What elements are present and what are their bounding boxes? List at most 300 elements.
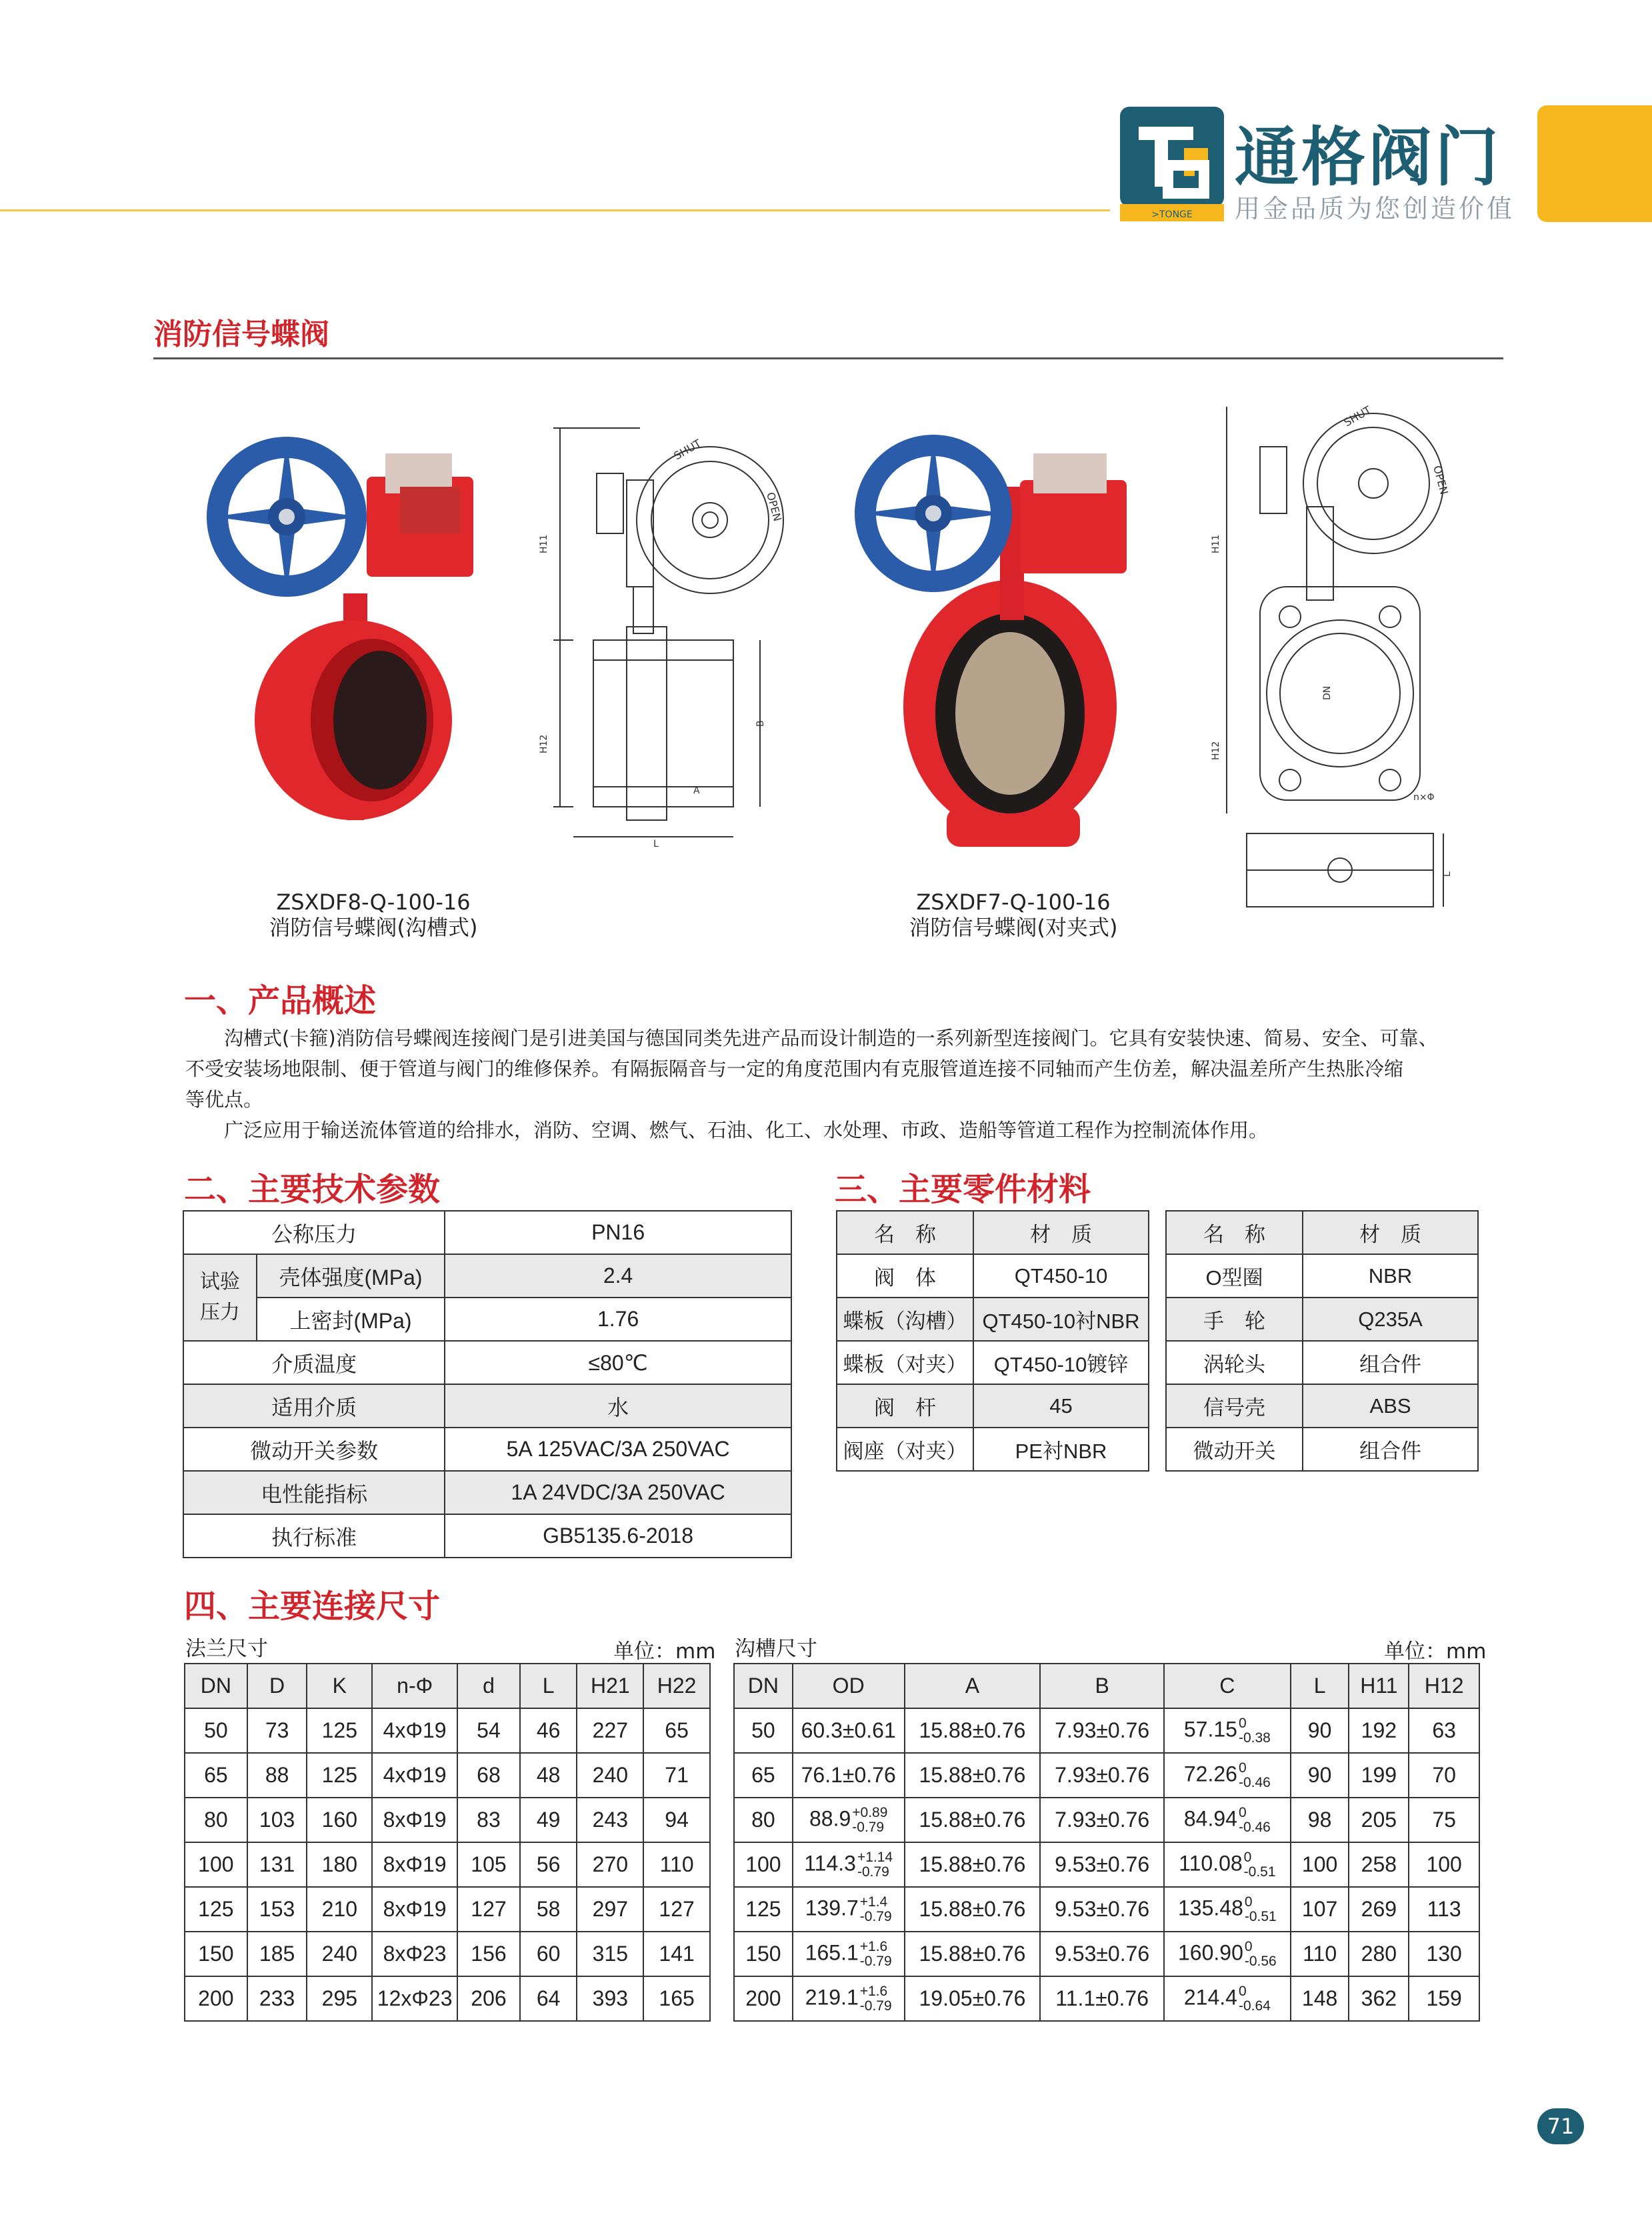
label-h12: H12 [539, 734, 549, 753]
param-label: 适用介质 [183, 1384, 445, 1428]
upper-tolerance: 0 [1238, 1760, 1247, 1776]
cell-c-tolerance [1239, 1716, 1271, 1746]
cell-l: 107 [1291, 1887, 1349, 1932]
product-2-name: 消防信号蝶阀(对夹式) [909, 915, 1118, 940]
table-cell: 54 [457, 1708, 520, 1753]
cell-c-tolerance [1239, 1984, 1271, 2014]
column-header: L [520, 1664, 577, 1708]
section-4-heading: 四、主要连接尺寸 [184, 1588, 441, 1625]
table-row [183, 1254, 791, 1298]
part-material: 45 [973, 1384, 1149, 1428]
overview-line-2: 不受安装场地限制、便于管道与阀门的维修保养。有隔振隔音与一定的角度范围内有克服管道连接不同轴而产生仿差，解决温差所产生热胀冷缩 [185, 1057, 1404, 1080]
page-title: 消防信号蝶阀 [153, 317, 329, 351]
cell-c-tolerance [1245, 1895, 1277, 1924]
materials-table-left [836, 1210, 1149, 1472]
table-row [185, 1708, 710, 1753]
param-value: PN16 [445, 1211, 791, 1254]
cell-od-tolerance [860, 1940, 892, 1969]
grooved-valve-photo [200, 400, 500, 867]
upper-tolerance: +0.89 [852, 1804, 888, 1820]
brand-name: 通格阀门 [1235, 120, 1501, 195]
column-header: d [457, 1664, 520, 1708]
part-material: QT450-10衬NBR [973, 1298, 1149, 1341]
page-number: 71 [1537, 2108, 1584, 2144]
cell-od-value: 60.3±0.61 [801, 1718, 896, 1742]
column-header: H22 [643, 1664, 710, 1708]
flange-label: 法兰尺寸 [185, 1637, 268, 1661]
label-h11-right: H11 [1211, 534, 1221, 553]
lower-tolerance: -0.46 [1238, 1819, 1271, 1835]
cell-b: 9.53±0.76 [1040, 1842, 1164, 1887]
part-material: QT450-10镀锌 [973, 1341, 1149, 1384]
table-cell: 243 [577, 1798, 643, 1842]
cell-c-tolerance [1239, 1806, 1271, 1835]
cell-od-tolerance [857, 1850, 893, 1880]
table-header-row [837, 1211, 1149, 1254]
table-cell: 94 [643, 1798, 710, 1842]
table-row [734, 1798, 1479, 1842]
cell-b: 11.1±0.76 [1040, 1976, 1164, 2021]
cell-h11: 362 [1349, 1976, 1409, 2021]
cell-od [793, 1708, 905, 1753]
table-cell: 8xΦ19 [372, 1887, 457, 1932]
table-cell: 185 [247, 1932, 307, 1976]
table-row [1166, 1298, 1478, 1341]
overview-line-4: 广泛应用于输送流体管道的给排水，消防、空调、燃气、石油、化工、水处理、市政、造船等管道工程作为控制流体作用。 [224, 1119, 1269, 1142]
cell-od [793, 1842, 905, 1887]
section-2-heading: 二、主要技术参数 [184, 1171, 441, 1208]
flange-dimension-table [184, 1663, 711, 2022]
wafer-valve-photo [853, 407, 1173, 860]
cell-l: 98 [1291, 1798, 1349, 1842]
param-label: 上密封(MPa) [257, 1298, 445, 1341]
table-row [837, 1298, 1149, 1341]
table-row [185, 1932, 710, 1976]
table-row [183, 1514, 791, 1558]
table-cell: 4xΦ19 [372, 1708, 457, 1753]
table-cell: 180 [307, 1842, 372, 1887]
table-cell: 200 [185, 1976, 247, 2021]
cell-h12: 159 [1409, 1976, 1479, 2021]
cell-dn: 65 [734, 1753, 793, 1798]
table-row [185, 1976, 710, 2021]
cell-l: 148 [1291, 1976, 1349, 2021]
cell-a: 19.05±0.76 [905, 1976, 1041, 2021]
cell-h11: 280 [1349, 1932, 1409, 1976]
upper-tolerance: 0 [1244, 1938, 1253, 1954]
table-cell: 206 [457, 1976, 520, 2021]
column-header: L [1291, 1664, 1349, 1708]
title-rule [153, 357, 1503, 359]
product-1-model: ZSXDF8-Q-100-16 [276, 889, 471, 915]
col-header-material: 材 质 [973, 1211, 1149, 1254]
part-name: 蝶板（对夹） [837, 1341, 973, 1384]
cell-c [1164, 1708, 1291, 1753]
cell-l: 90 [1291, 1708, 1349, 1753]
overview-paragraph [185, 1023, 1492, 1146]
table-cell: 58 [520, 1887, 577, 1932]
cell-h12: 100 [1409, 1842, 1479, 1887]
table-cell: 50 [185, 1708, 247, 1753]
table-cell: 8xΦ19 [372, 1842, 457, 1887]
cell-od [793, 1932, 905, 1976]
label-h11: H11 [539, 534, 549, 553]
cell-dn: 50 [734, 1708, 793, 1753]
upper-tolerance: +1.6 [859, 1938, 888, 1954]
part-name: 信号壳 [1166, 1384, 1303, 1428]
table-row [837, 1384, 1149, 1428]
param-label: 介质温度 [183, 1341, 445, 1384]
table-cell: 8xΦ19 [372, 1798, 457, 1842]
table-row [734, 1932, 1479, 1976]
lower-tolerance: -0.46 [1238, 1774, 1271, 1790]
cell-dn: 200 [734, 1976, 793, 2021]
cell-h11: 192 [1349, 1708, 1409, 1753]
part-material: 组合件 [1303, 1428, 1478, 1471]
column-header: H21 [577, 1664, 643, 1708]
table-cell: 227 [577, 1708, 643, 1753]
cell-h12: 113 [1409, 1887, 1479, 1932]
part-name: 蝶板（沟槽） [837, 1298, 973, 1341]
cell-l: 110 [1291, 1932, 1349, 1976]
label-open-right: OPEN [1431, 464, 1451, 496]
label-a: A [693, 785, 700, 796]
table-cell: 56 [520, 1842, 577, 1887]
cell-h11: 269 [1349, 1887, 1409, 1932]
label-dn: DN [1322, 685, 1333, 700]
label-b: B [755, 720, 766, 727]
cell-c-value: 160.90 [1177, 1940, 1243, 1964]
cell-a: 15.88±0.76 [905, 1708, 1041, 1753]
cell-c-value: 72.26 [1183, 1761, 1237, 1786]
cell-c-tolerance [1244, 1850, 1276, 1880]
lower-tolerance: -0.38 [1238, 1730, 1271, 1746]
label-h12-right: H12 [1211, 741, 1221, 760]
cell-dn: 100 [734, 1842, 793, 1887]
groove-dimension-table [733, 1663, 1480, 2022]
cell-od-tolerance [860, 1895, 892, 1924]
section-1-heading: 一、产品概述 [184, 982, 377, 1019]
table-row [185, 1842, 710, 1887]
table-row [1166, 1254, 1478, 1298]
lower-tolerance: -0.79 [857, 1864, 889, 1880]
cell-h11: 258 [1349, 1842, 1409, 1887]
upper-tolerance: 0 [1244, 1894, 1253, 1910]
logo-sub-text: >TONGE [1151, 209, 1193, 220]
table-cell: 160 [307, 1798, 372, 1842]
cell-c-value: 57.15 [1183, 1716, 1237, 1741]
product-1-caption [227, 889, 520, 940]
cell-c [1164, 1976, 1291, 2021]
table-row [1166, 1341, 1478, 1384]
table-cell: 233 [247, 1976, 307, 2021]
table-row [1166, 1384, 1478, 1428]
table-row [183, 1341, 791, 1384]
table-cell: 156 [457, 1932, 520, 1976]
table-row [185, 1887, 710, 1932]
table-cell: 73 [247, 1708, 307, 1753]
table-cell: 240 [307, 1932, 372, 1976]
table-cell: 315 [577, 1932, 643, 1976]
table-cell: 71 [643, 1753, 710, 1798]
cell-c [1164, 1842, 1291, 1887]
column-header: H12 [1409, 1664, 1479, 1708]
column-header: DN [734, 1664, 793, 1708]
table-row [183, 1298, 791, 1341]
table-cell: 393 [577, 1976, 643, 2021]
table-cell: 65 [185, 1753, 247, 1798]
table-cell: 103 [247, 1798, 307, 1842]
table-cell: 210 [307, 1887, 372, 1932]
table-row [734, 1842, 1479, 1887]
table-cell: 125 [307, 1753, 372, 1798]
cell-od-value: 139.7 [805, 1895, 859, 1920]
tech-param-table [183, 1210, 792, 1558]
cell-od-value: 165.1 [805, 1940, 859, 1964]
cell-c-value: 84.94 [1183, 1806, 1237, 1830]
cell-h12: 75 [1409, 1798, 1479, 1842]
param-value: GB5135.6-2018 [445, 1514, 791, 1558]
cell-od-tolerance [852, 1806, 887, 1835]
col-header-name: 名 称 [837, 1211, 973, 1254]
table-cell: 46 [520, 1708, 577, 1753]
table-cell: 60 [520, 1932, 577, 1976]
cell-od [793, 1798, 905, 1842]
cell-a: 15.88±0.76 [905, 1798, 1041, 1842]
table-cell: 125 [307, 1708, 372, 1753]
table-cell: 127 [643, 1887, 710, 1932]
cell-b: 7.93±0.76 [1040, 1753, 1164, 1798]
cell-od-value: 88.9 [809, 1806, 851, 1830]
column-header: A [905, 1664, 1041, 1708]
col-header-material: 材 质 [1303, 1211, 1478, 1254]
table-cell: 88 [247, 1753, 307, 1798]
part-name: 阀 体 [837, 1254, 973, 1298]
part-name: 阀座（对夹） [837, 1428, 973, 1471]
table-cell: 100 [185, 1842, 247, 1887]
table-cell: 80 [185, 1798, 247, 1842]
cell-c [1164, 1753, 1291, 1798]
overview-line-3: 等优点。 [185, 1088, 263, 1111]
cell-a: 15.88±0.76 [905, 1753, 1041, 1798]
cell-l: 90 [1291, 1753, 1349, 1798]
cell-b: 9.53±0.76 [1040, 1932, 1164, 1976]
table-header-row [734, 1664, 1479, 1708]
label-open: OPEN [764, 491, 784, 523]
table-cell: 68 [457, 1753, 520, 1798]
table-cell: 12xΦ23 [372, 1976, 457, 2021]
cell-b: 9.53±0.76 [1040, 1887, 1164, 1932]
table-row [185, 1753, 710, 1798]
lower-tolerance: -0.79 [852, 1819, 885, 1835]
lower-tolerance: -0.64 [1238, 1998, 1271, 2014]
column-header: C [1164, 1664, 1291, 1708]
param-label: 微动开关参数 [183, 1428, 445, 1471]
column-header: OD [793, 1664, 905, 1708]
cell-od-value: 76.1±0.76 [801, 1763, 896, 1787]
column-header: B [1040, 1664, 1164, 1708]
cell-od-value: 219.1 [805, 1984, 859, 2009]
label-l: L [653, 839, 659, 849]
cell-b: 7.93±0.76 [1040, 1798, 1164, 1842]
part-material: QT450-10 [973, 1254, 1149, 1298]
part-material: NBR [1303, 1254, 1478, 1298]
cell-od-tolerance [860, 1984, 892, 2014]
label-l-right: L [1442, 871, 1453, 877]
wafer-valve-drawing [1213, 400, 1467, 920]
table-row [185, 1798, 710, 1842]
cell-c-value: 110.08 [1179, 1850, 1243, 1875]
table-row [183, 1471, 791, 1514]
flange-unit: 单位：mm [613, 1640, 716, 1664]
part-material: ABS [1303, 1384, 1478, 1428]
upper-tolerance: 0 [1238, 1983, 1247, 1999]
table-cell: 64 [520, 1976, 577, 2021]
upper-tolerance: +1.4 [859, 1894, 888, 1910]
cell-c [1164, 1887, 1291, 1932]
cell-a: 15.88±0.76 [905, 1887, 1041, 1932]
upper-tolerance: +1.14 [857, 1849, 893, 1865]
product-2-model: ZSXDF7-Q-100-16 [916, 889, 1111, 915]
param-value: 2.4 [445, 1254, 791, 1298]
cell-h11: 199 [1349, 1753, 1409, 1798]
cell-od-value: 114.3 [804, 1850, 856, 1875]
table-row [734, 1753, 1479, 1798]
lower-tolerance: -0.79 [859, 1998, 892, 2014]
cell-b: 7.93±0.76 [1040, 1708, 1164, 1753]
grooved-valve-drawing [533, 420, 787, 847]
lower-tolerance: -0.56 [1244, 1953, 1277, 1969]
groove-unit: 单位：mm [1384, 1640, 1487, 1664]
param-value: 1.76 [445, 1298, 791, 1341]
table-row [734, 1887, 1479, 1932]
label-shut-right: SHUT [1341, 403, 1373, 429]
lower-tolerance: -0.51 [1244, 1908, 1277, 1924]
column-header: DN [185, 1664, 247, 1708]
cell-h12: 70 [1409, 1753, 1479, 1798]
cell-l: 100 [1291, 1842, 1349, 1887]
table-row [1166, 1428, 1478, 1471]
table-row [734, 1976, 1479, 2021]
lower-tolerance: -0.79 [859, 1953, 892, 1969]
materials-table-right [1165, 1210, 1479, 1472]
cell-dn: 80 [734, 1798, 793, 1842]
part-material: 组合件 [1303, 1341, 1478, 1384]
cell-c-tolerance [1239, 1761, 1271, 1790]
cell-c-value: 214.4 [1183, 1984, 1237, 2009]
cell-dn: 125 [734, 1887, 793, 1932]
table-cell: 270 [577, 1842, 643, 1887]
groove-label: 沟槽尺寸 [735, 1637, 817, 1661]
cell-c [1164, 1798, 1291, 1842]
cell-dn: 150 [734, 1932, 793, 1976]
cell-c-tolerance [1245, 1940, 1277, 1969]
column-header: K [307, 1664, 372, 1708]
table-header-row [185, 1664, 710, 1708]
table-cell: 131 [247, 1842, 307, 1887]
table-cell: 83 [457, 1798, 520, 1842]
table-row [837, 1341, 1149, 1384]
label-shut: SHUT [671, 437, 703, 463]
part-name: 阀 杆 [837, 1384, 973, 1428]
table-cell: 297 [577, 1887, 643, 1932]
param-group-label: 试验压力 [183, 1254, 257, 1341]
upper-tolerance: 0 [1238, 1715, 1247, 1731]
part-name: 微动开关 [1166, 1428, 1303, 1471]
table-row [734, 1708, 1479, 1753]
table-cell: 49 [520, 1798, 577, 1842]
table-header-row [1166, 1211, 1478, 1254]
table-row [837, 1254, 1149, 1298]
cell-a: 15.88±0.76 [905, 1842, 1041, 1887]
table-cell: 127 [457, 1887, 520, 1932]
cell-h11: 205 [1349, 1798, 1409, 1842]
cell-c [1164, 1932, 1291, 1976]
table-cell: 295 [307, 1976, 372, 2021]
table-cell: 150 [185, 1932, 247, 1976]
table-cell: 125 [185, 1887, 247, 1932]
header-accent-block [1537, 105, 1652, 222]
table-row [183, 1211, 791, 1254]
column-header: H11 [1349, 1664, 1409, 1708]
cell-a: 15.88±0.76 [905, 1932, 1041, 1976]
table-cell: 8xΦ23 [372, 1932, 457, 1976]
param-value: ≤80℃ [445, 1341, 791, 1384]
table-row [183, 1428, 791, 1471]
lower-tolerance: -0.79 [859, 1908, 892, 1924]
brand-logo [1120, 107, 1224, 221]
upper-tolerance: 0 [1243, 1849, 1252, 1865]
part-material: Q235A [1303, 1298, 1478, 1341]
param-value: 水 [445, 1384, 791, 1428]
table-row [183, 1384, 791, 1428]
table-cell: 48 [520, 1753, 577, 1798]
part-name: 手 轮 [1166, 1298, 1303, 1341]
cell-od [793, 1753, 905, 1798]
table-cell: 105 [457, 1842, 520, 1887]
cell-od [793, 1887, 905, 1932]
cell-h12: 130 [1409, 1932, 1479, 1976]
brand-slogan: 用金品质为您创造价值 [1235, 194, 1515, 223]
product-2-caption [867, 889, 1160, 940]
cell-h12: 63 [1409, 1708, 1479, 1753]
param-label: 公称压力 [183, 1211, 445, 1254]
label-nphi: n×Φ [1413, 792, 1435, 803]
table-cell: 65 [643, 1708, 710, 1753]
table-cell: 4xΦ19 [372, 1753, 457, 1798]
param-label: 执行标准 [183, 1514, 445, 1558]
table-row [837, 1428, 1149, 1471]
param-value: 5A 125VAC/3A 250VAC [445, 1428, 791, 1471]
upper-tolerance: +1.6 [859, 1983, 888, 1999]
param-label: 电性能指标 [183, 1471, 445, 1514]
part-material: PE衬NBR [973, 1428, 1149, 1471]
col-header-name: 名 称 [1166, 1211, 1303, 1254]
table-cell: 240 [577, 1753, 643, 1798]
section-3-heading: 三、主要零件材料 [835, 1171, 1091, 1208]
table-cell: 153 [247, 1887, 307, 1932]
part-name: O型圈 [1166, 1254, 1303, 1298]
table-cell: 110 [643, 1842, 710, 1887]
param-label: 壳体强度(MPa) [257, 1254, 445, 1298]
part-name: 涡轮头 [1166, 1341, 1303, 1384]
cell-od [793, 1976, 905, 2021]
column-header: n-Φ [372, 1664, 457, 1708]
upper-tolerance: 0 [1238, 1804, 1247, 1820]
lower-tolerance: -0.51 [1243, 1864, 1276, 1880]
product-1-name: 消防信号蝶阀(沟槽式) [269, 915, 478, 940]
cell-c-value: 135.48 [1177, 1895, 1243, 1920]
